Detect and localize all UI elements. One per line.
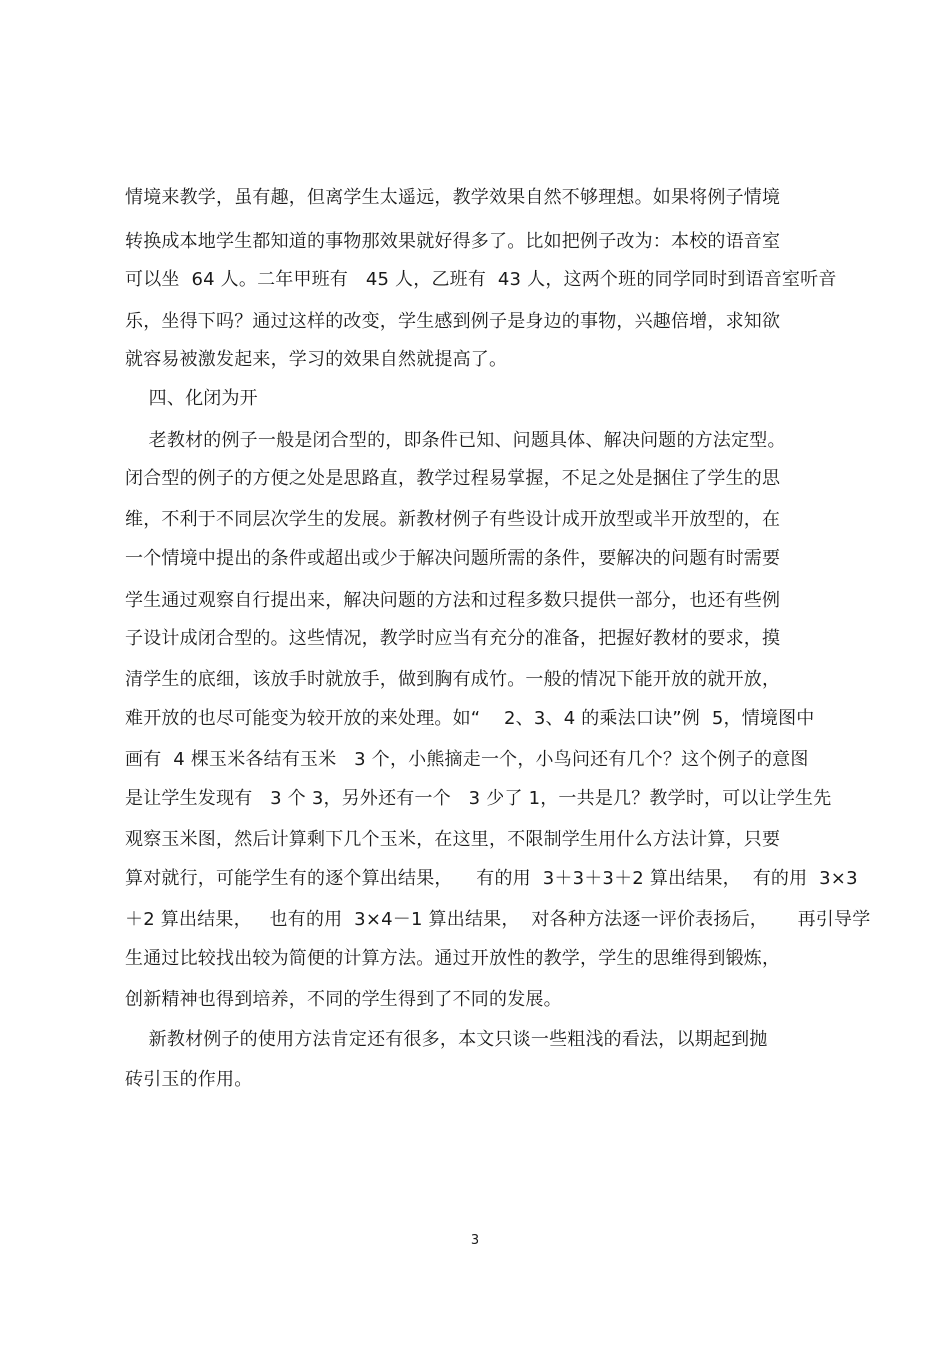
body-text-line: 乐，坐得下吗？通过这样的改变，学生感到例子是身边的事物，兴趣倍增，求知欲: [125, 311, 781, 332]
section-heading: 四、化闭为开: [125, 388, 258, 409]
body-text-line: 闭合型的例子的方便之处是思路直，教学过程易掌握，不足之处是捆住了学生的思: [125, 468, 781, 489]
body-text-line: ＋2 算出结果， 也有的用 3×4－1 算出结果， 对各种方法逐一评价表扬后， 再引导学: [125, 909, 871, 930]
body-text-line: 维，不利于不同层次学生的发展。新教材例子有些设计成开放型或半开放型的，在: [125, 509, 781, 530]
body-text-line: 子设计成闭合型的。这些情况，教学时应当有充分的准备，把握好教材的要求，摸: [125, 628, 781, 649]
body-text-line: 难开放的也尽可能变为较开放的来处理。如“ 2、3、4 的乘法口诀”例 5，情境图中: [125, 708, 815, 729]
body-text-line: 清学生的底细，该放手时就放手，做到胸有成竹。一般的情况下能开放的就开放，: [125, 669, 781, 690]
body-text-line: 情境来教学，虽有趣，但离学生太遥远，教学效果自然不够理想。如果将例子情境: [125, 187, 781, 208]
body-text-line: 一个情境中提出的条件或超出或少于解决问题所需的条件，要解决的问题有时需要: [125, 548, 781, 569]
body-text-line: 就容易被激发起来，学习的效果自然就提高了。: [125, 349, 508, 370]
body-text-line: 生通过比较找出较为简便的计算方法。通过开放性的教学，学生的思维得到锻炼，: [125, 948, 781, 969]
body-text-line: 新教材例子的使用方法肯定还有很多，本文只谈一些粗浅的看法，以期起到抛: [125, 1029, 768, 1050]
body-text-line: 画有 4 棵玉米各结有玉米 3 个，小熊摘走一个，小鸟问还有几个？这个例子的意图: [125, 749, 809, 770]
body-text-line: 是让学生发现有 3 个 3，另外还有一个 3 少了 1，一共是几？教学时，可以让学生先: [125, 788, 832, 809]
body-text-line: 算对就行，可能学生有的逐个算出结果， 有的用 3＋3＋3＋2 算出结果， 有的用 3×3: [125, 868, 858, 889]
page-number: 3: [470, 1233, 480, 1248]
body-text-line: 学生通过观察自行提出来，解决问题的方法和过程多数只提供一部分，也还有些例: [125, 590, 781, 611]
body-text-line: 可以坐 64 人。二年甲班有 45 人，乙班有 43 人，这两个班的同学同时到语音室听音: [125, 269, 837, 290]
body-text-line: 创新精神也得到培养，不同的学生得到了不同的发展。: [125, 989, 562, 1010]
body-text-line: 砖引玉的作用。: [125, 1069, 253, 1090]
body-text-line: 老教材的例子一般是闭合型的，即条件已知、问题具体、解决问题的方法定型。: [125, 430, 786, 451]
body-text-line: 转换成本地学生都知道的事物那效果就好得多了。比如把例子改为：本校的语音室: [125, 231, 781, 252]
body-text-line: 观察玉米图，然后计算剩下几个玉米，在这里，不限制学生用什么方法计算，只要: [125, 829, 781, 850]
